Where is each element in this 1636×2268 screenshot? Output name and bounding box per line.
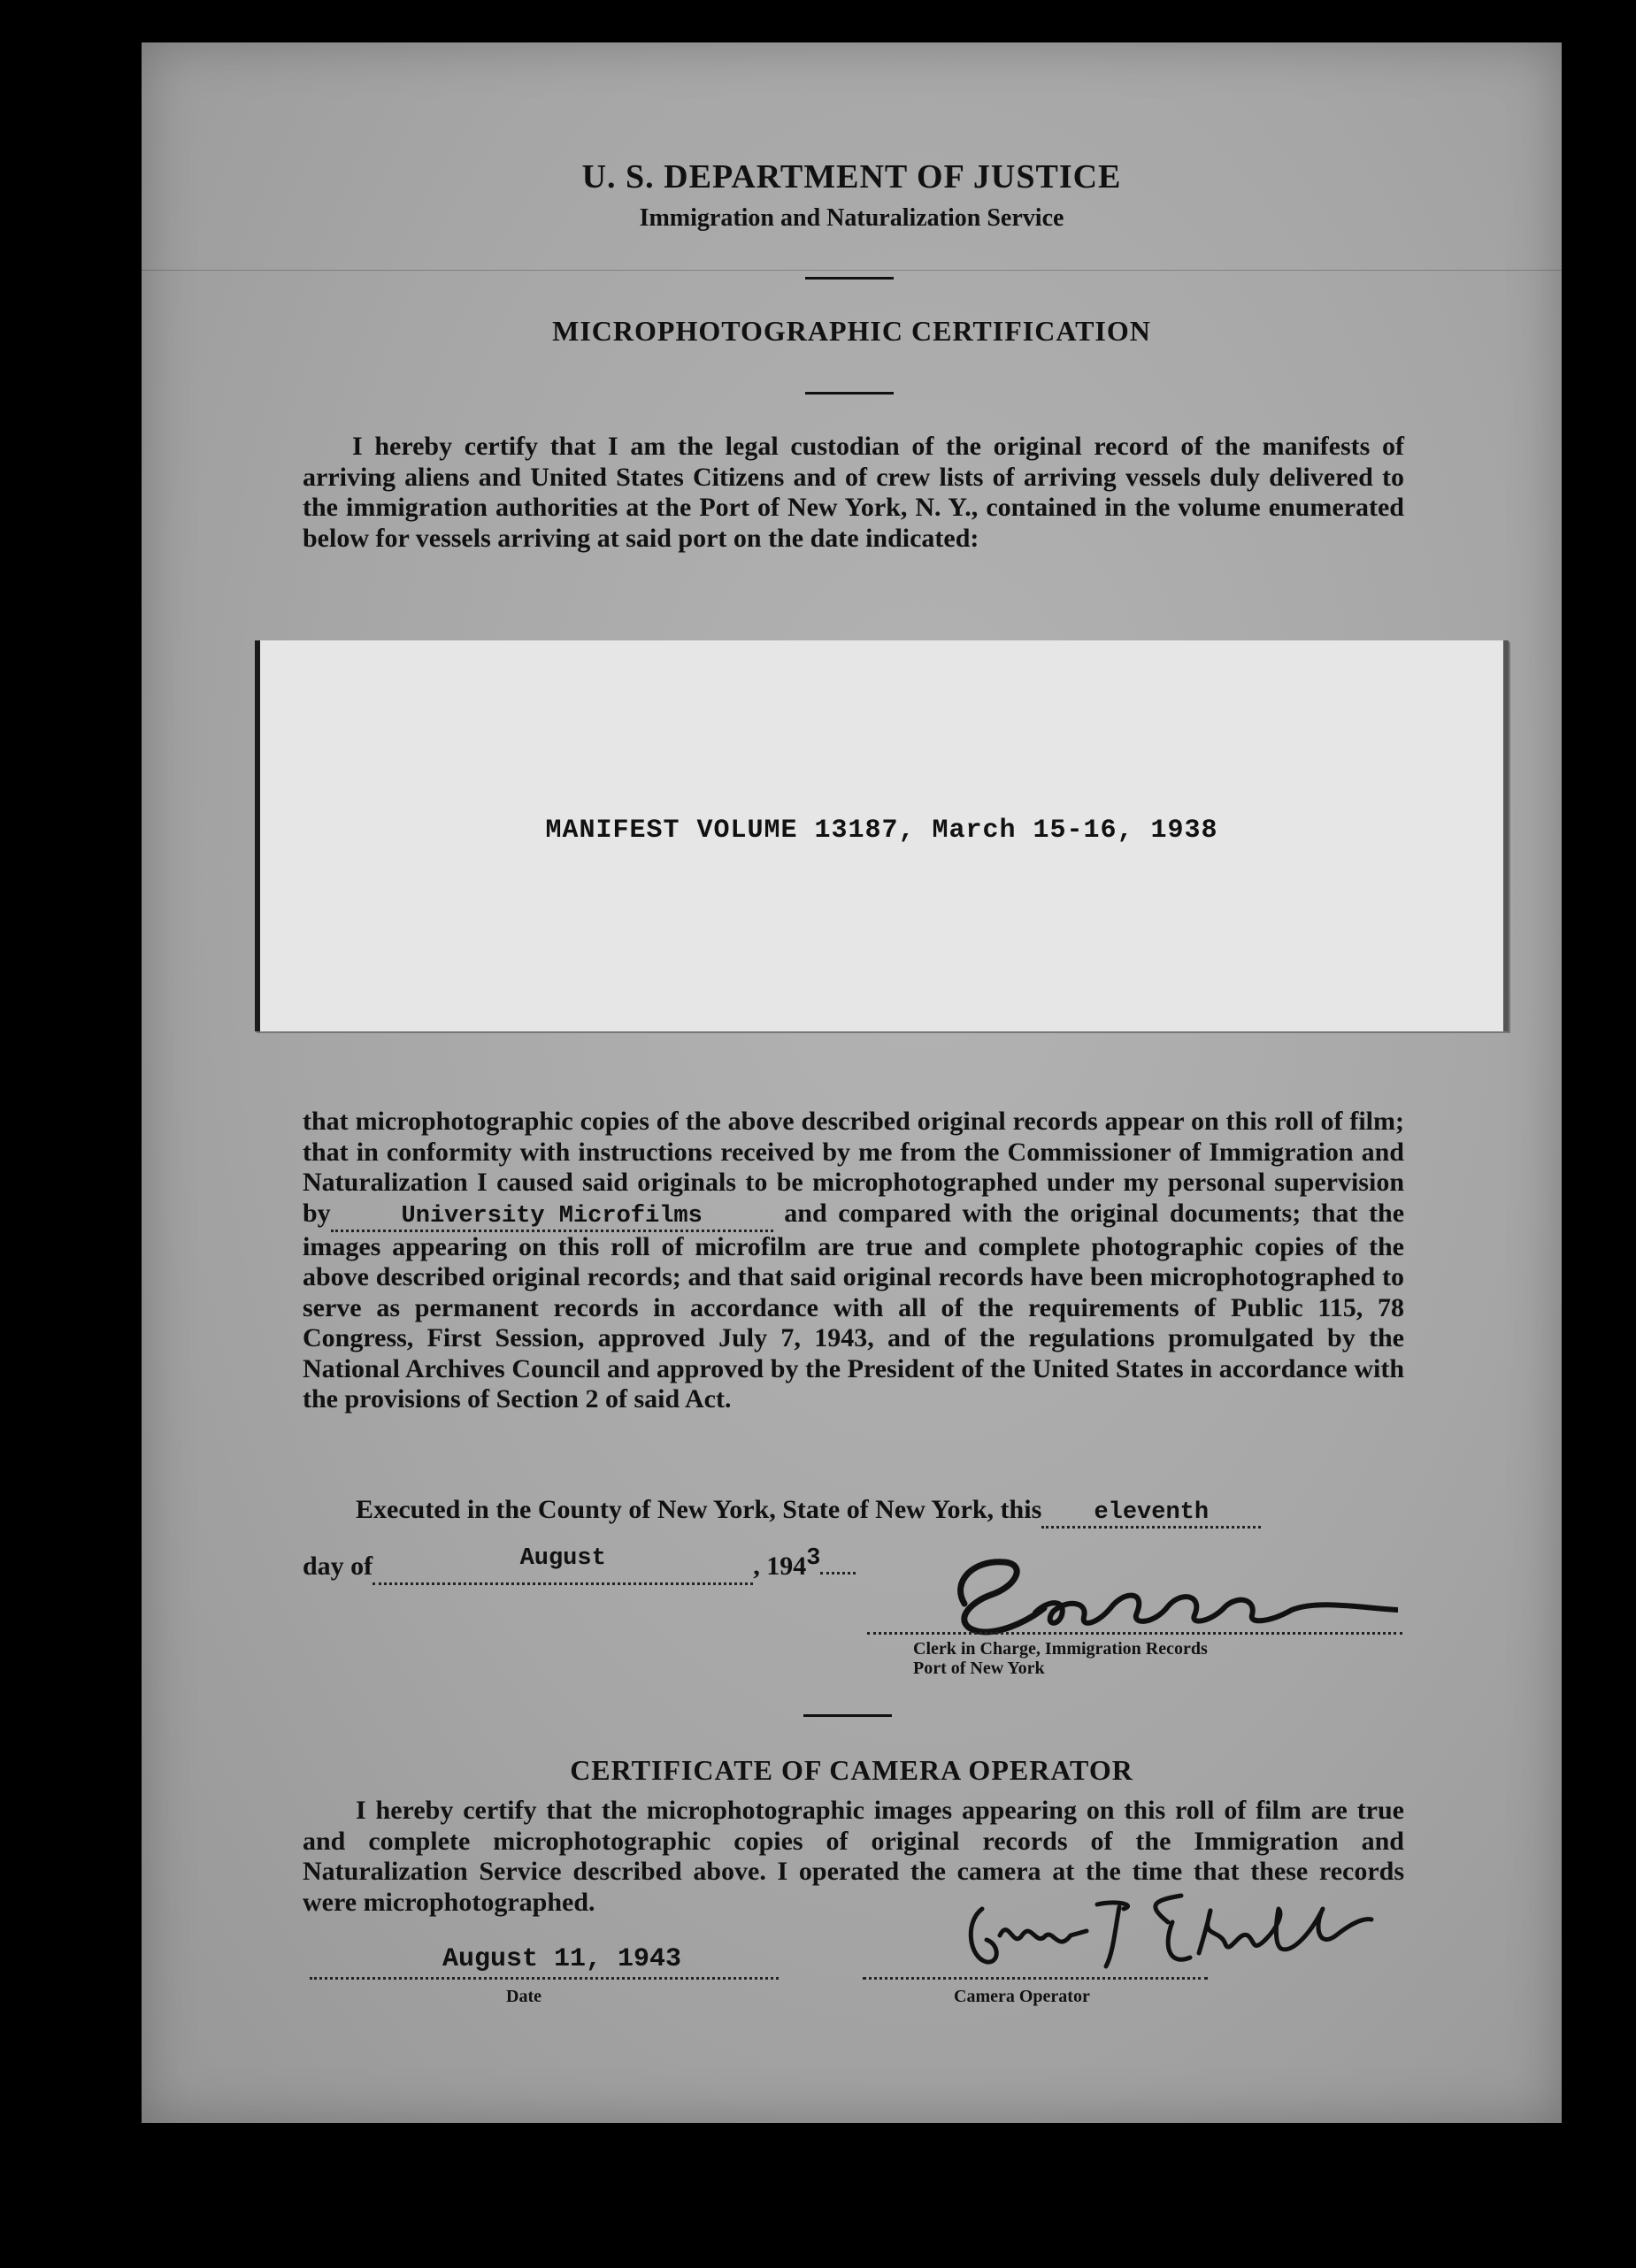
fold-line: [142, 270, 1562, 271]
certification-title: MICROPHOTOGRAPHIC CERTIFICATION: [552, 315, 1151, 347]
clerk-title-line2: Port of New York: [913, 1659, 1045, 1678]
operator-signature-line: [863, 1977, 1208, 1980]
divider: [805, 392, 894, 395]
clerk-signature: [902, 1546, 1398, 1652]
certificate-page: [142, 42, 1562, 2123]
operator-date-value: August 11, 1943: [442, 1944, 682, 1974]
certification-text-part2: and compared with the original documents; that the images appearing on this roll of microfilm are true and complete photographic copies of the above described original records; and that said original records have been microphotographed to serve as permanent records in accordance with all of the requirements of Public 115, 78 Congress, First Session, approved July 7, 1943, and of the regulations promulgated by the National Archives Council and approved by the President of the United States in accordance with the provisions of Section 2 of said Act.: [303, 1198, 1405, 1414]
execution-text: Executed in the County of New York, State of New York, this: [356, 1495, 1042, 1524]
intro-paragraph: I hereby certify that I am the legal custodian of the original record of the manifests of arriving aliens and United States Citizens and of crew lists of arriving vessels duly delivered to the immigration authorities at the Port of New York, N. Y., contained in the volume enumerated below for vessels arriving at said port on the date indicated:: [303, 432, 1404, 553]
camera-certificate-paragraph: I hereby certify that the microphotographic images appearing on this roll of film are true and complete microphotographic copies of original records of the Immigration and Naturalization Service described above. I operated the camera at the time that these records were microphotographed.: [303, 1796, 1404, 1917]
date-signature-line: [310, 1977, 779, 1980]
manifest-insert-card: [255, 640, 1509, 1031]
clerk-title-line1: Clerk in Charge, Immigration Records: [913, 1639, 1208, 1659]
certification-text-part1: that microphotographic copies of the above described original records appear on this roll of film; that in conformity with instructions received by me from the Commissioner of Immigration and Naturalization I caused said originals to be microphotographed under my personal supervision by: [303, 1107, 1404, 1228]
year-prefix: , 194: [753, 1552, 807, 1581]
divider: [805, 277, 894, 280]
date-label: Date: [506, 1987, 541, 2006]
department-heading: U. S. DEPARTMENT OF JUSTICE: [581, 158, 1122, 195]
photographer-field: [331, 1200, 773, 1232]
date-line: [303, 1545, 856, 1585]
month-field: [373, 1545, 753, 1585]
camera-operator-signature: [947, 1882, 1389, 1988]
execution-line: [303, 1495, 1404, 1529]
execution-day-field: [1041, 1497, 1261, 1529]
year-field-dots: [820, 1572, 856, 1575]
service-subheading: Immigration and Naturalization Service: [639, 204, 1064, 232]
certification-paragraph: [303, 1107, 1404, 1415]
divider: [803, 1714, 892, 1717]
camera-operator-label: Camera Operator: [954, 1987, 1090, 2006]
clerk-title: [913, 1639, 1208, 1678]
execution-day-value: eleventh: [1094, 1499, 1210, 1526]
camera-certificate-title: CERTIFICATE OF CAMERA OPERATOR: [570, 1754, 1133, 1786]
clerk-signature-line: [867, 1632, 1402, 1635]
photographer-value: University Microfilms: [401, 1202, 703, 1230]
month-value: August: [519, 1545, 606, 1572]
day-of-label: day of: [303, 1552, 373, 1581]
year-suffix: 3: [806, 1545, 821, 1572]
manifest-volume-label: MANIFEST VOLUME 13187, March 15-16, 1938: [545, 816, 1218, 846]
